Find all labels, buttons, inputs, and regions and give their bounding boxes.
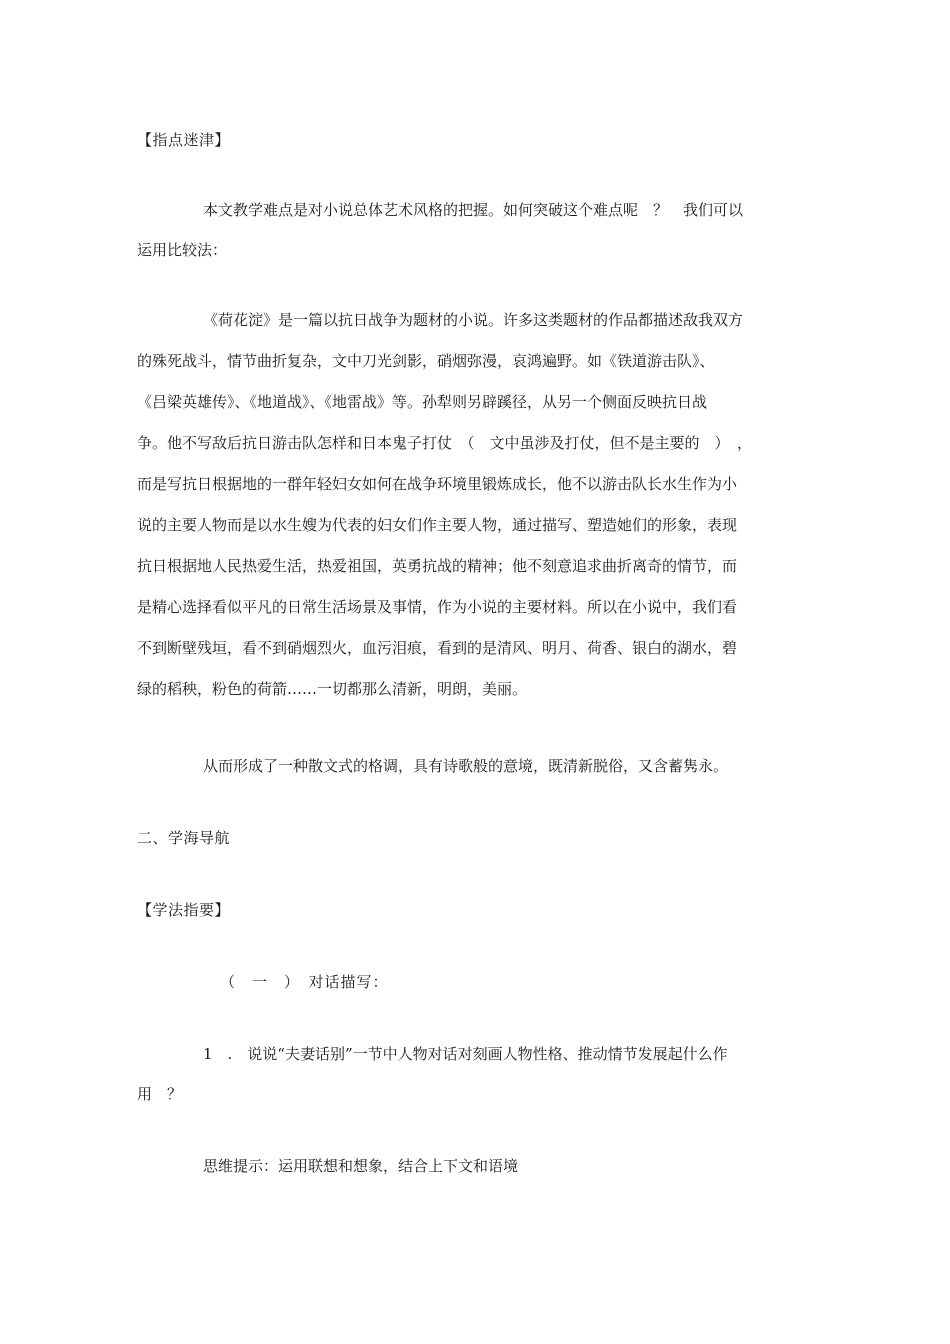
method-heading: 【学法指要】: [137, 901, 231, 919]
main-paragraph-line: 争。他不写敌后抗日游击队怎样和日本鬼子打仗 （ 文中虽涉及打仗，但不是主要的 ） ，: [137, 434, 753, 452]
main-paragraph-line: 《荷花淀》是一篇以抗日战争为题材的小说。许多这类题材的作品都描述敌我双方: [203, 311, 744, 329]
thinking-hint: 思维提示：运用联想和想象，结合上下文和语境: [203, 1157, 519, 1175]
conclusion-paragraph: 从而形成了一种散文式的格调，具有诗歌般的意境，既清新脱俗，又含蓄隽永。: [203, 757, 729, 775]
main-paragraph: [137, 302, 817, 712]
main-paragraph-line: 绿的稻秧，粉色的荷箭……一切都那么清新，明朗，美丽。: [137, 680, 528, 698]
intro-paragraph-line-2: 运用比较法：: [137, 241, 228, 259]
section-guide-heading: 【指点迷津】: [137, 131, 231, 149]
main-paragraph-line: 的殊死战斗，情节曲折复杂，文中刀光剑影，硝烟弥漫，哀鸿遍野。如《铁道游击队》、: [137, 352, 715, 370]
main-paragraph-line: 不到断壁残垣，看不到硝烟烈火，血污泪痕，看到的是清风、明月、荷香、银白的湖水，碧: [137, 639, 738, 657]
intro-paragraph-line-1: 本文教学难点是对小说总体艺术风格的把握。如何突破这个难点呢 ？ 我们可以: [203, 201, 744, 219]
question-one-line-1: 1 . 说说“夫妻话别”一节中人物对话对刻画人物性格、推动情节发展起什么作: [203, 1045, 728, 1063]
question-one-line-2: 用 ？: [137, 1085, 183, 1103]
section-two-heading: 二、学海导航: [137, 829, 231, 847]
main-paragraph-line: 说的主要人物而是以水生嫂为代表的妇女们作主要人物，通过描写、塑造她们的形象，表现: [137, 516, 738, 534]
main-paragraph-line: 是精心选择看似平凡的日常生活场景及事情，作为小说的主要材料。所以在小说中，我们看: [137, 598, 738, 616]
main-paragraph-line: 《吕梁英雄传》、《地道战》、《地雷战》等。孙犁则另辟蹊径，从另一个侧面反映抗日战: [137, 393, 708, 411]
subsection-one-heading: （ 一 ） 对话描写：: [220, 973, 389, 991]
main-paragraph-line: 而是写抗日根据地的一群年轻妇女如何在战争环境里锻炼成长，他不以游击队长水生作为小: [137, 475, 738, 493]
main-paragraph-line: 抗日根据地人民热爱生活，热爱祖国，英勇抗战的精神；他不刻意追求曲折离奇的情节，而: [137, 557, 738, 575]
